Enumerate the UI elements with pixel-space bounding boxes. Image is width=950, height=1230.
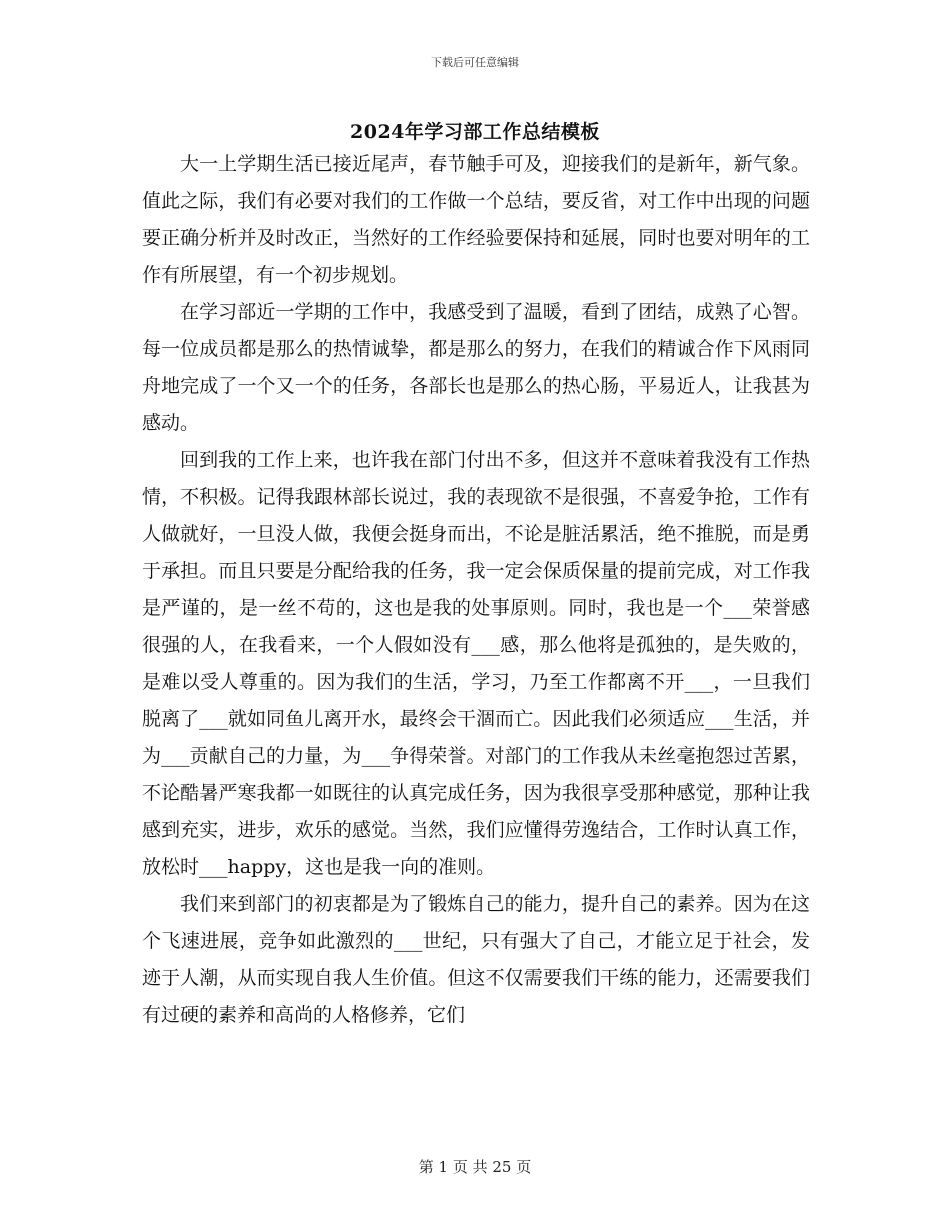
header-note: 下载后可任意编辑 bbox=[431, 56, 519, 69]
paragraph-3: 回到我的工作上来，也许我在部门付出不多，但这并不意味着我没有工作热情，不积极。记得我跟林部长说过，我的表现欲不是很强，不喜爱争抢，工作有人做就好，一旦没人做，我便会挺身而出，不论是脏活累活，绝不推脱，而是勇于承担。而且只要是分配给我的任务，我一定会保质保量的提前完成，对工作我是严谨的，是一丝不苟的，这也是我的处事原则。同时，我也是一个___荣誉感很强的人，在我看来，一个人假如没有___感，那么他将是孤独的，是失败的，是难以受人尊重的。因为我们的生活，学习，乃至工作都离不开___，一旦我们脱离了___就如同鱼儿离开水，最终会干涸而亡。因此我们必须适应___生活，并为___贡献自己的力量，为___争得荣誉。对部门的工作我从未丝毫抱怨过苦累，不论酷暑严寒我都一如既往的认真完成任务，因为我很享受那种感觉，那种让我感到充实，进步，欢乐的感觉。当然，我们应懂得劳逸结合，工作时认真工作，放松时___happy，这也是我一向的准则。 bbox=[142, 449, 810, 878]
document-title: 2024年学习部工作总结模板 bbox=[350, 121, 600, 143]
paragraph-1: 大一上学期生活已接近尾声，春节触手可及，迎接我们的是新年，新气象。值此之际，我们有必要对我们的工作做一个总结，要反省，对工作中出现的问题要正确分析并及时改正，当然好的工作经验要保持和延展，同时也要对明年的工作有所展望，有一个初步规划。 bbox=[142, 153, 810, 286]
paragraph-4: 我们来到部门的初衷都是为了锻炼自己的能力，提升自己的素养。因为在这个飞速进展，竞争如此激烈的___世纪，只有强大了自己，才能立足于社会，发迹于人潮，从而实现自我人生价值。但这不仅需要我们干练的能力，还需要我们有过硬的素养和高尚的人格修养，它们 bbox=[142, 893, 810, 1026]
paragraph-2: 在学习部近一学期的工作中，我感受到了温暖，看到了团结，成熟了心智。每一位成员都是那么的热情诚挚，都是那么的努力，在我们的精诚合作下风雨同舟地完成了一个又一个的任务，各部长也是那么的热心肠，平易近人，让我甚为感动。 bbox=[142, 301, 810, 434]
page-indicator: 第 1 页 共 25 页 bbox=[418, 1158, 532, 1176]
document-body bbox=[142, 146, 810, 1034]
